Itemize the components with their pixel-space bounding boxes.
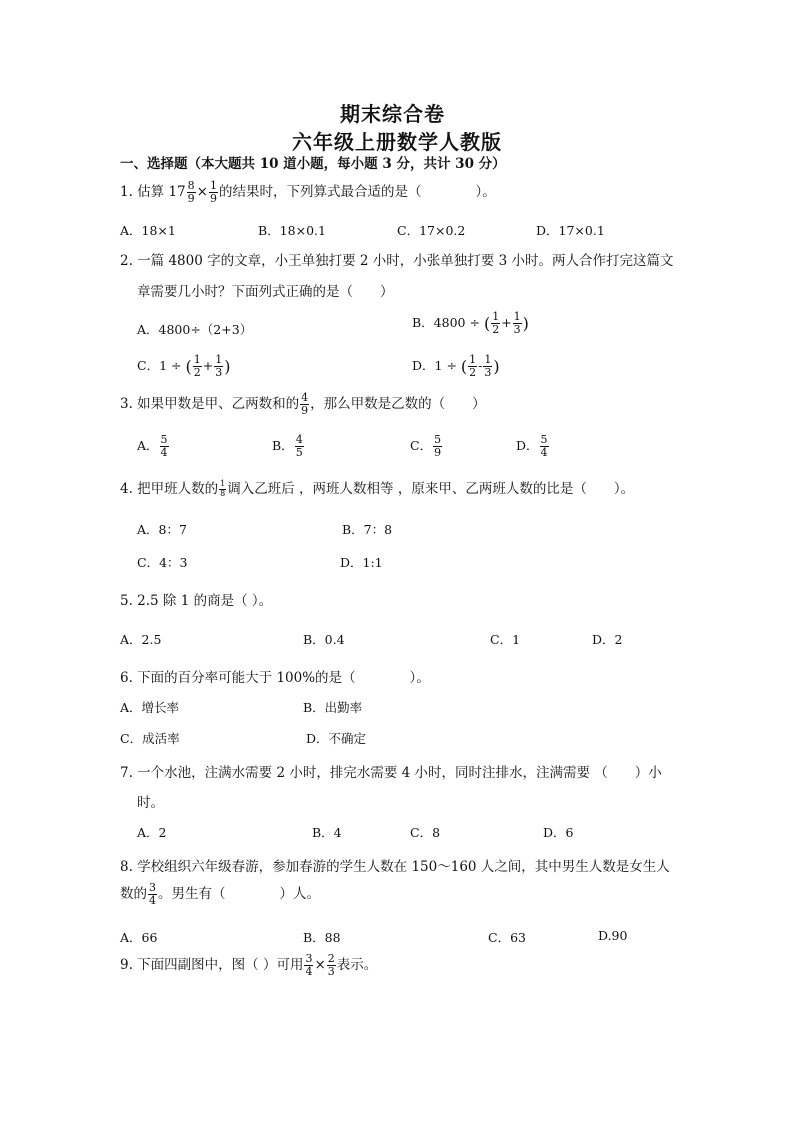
q1-option-a[interactable]: A．18×1 [120, 223, 176, 238]
q4-option-a[interactable]: A．8：7 [137, 522, 187, 537]
q3-option-d[interactable] [516, 434, 550, 459]
q3-frac-num: 4 [301, 391, 309, 404]
q7-option-c[interactable]: C．8 [410, 825, 441, 840]
q2-optc-frac2 [214, 354, 223, 379]
question-6: 6. 下面的百分率可能大于 100%的是（ ）。 [120, 670, 430, 686]
q2-optd-frac1-den: 2 [469, 366, 477, 380]
q2-optb-frac1 [491, 311, 500, 336]
q2-optc-lparen: ( [185, 357, 192, 377]
q2-optd-lparen: ( [460, 357, 468, 377]
q3-optd-den: 4 [540, 446, 548, 460]
q3-optc-frac [433, 434, 442, 459]
q9-times: × [314, 957, 326, 974]
q3-optd-num: 5 [540, 433, 548, 446]
q6-option-c[interactable]: C．成活率 [120, 731, 180, 746]
q7-option-d[interactable]: D．6 [543, 825, 574, 840]
q5-option-a[interactable]: A．2.5 [120, 632, 162, 647]
q3-option-c[interactable] [410, 434, 443, 459]
q2-line-1: 2. 一篇 4800 字的文章，小王单独打要 2 小时，小张单独打要 3 小时。两人合作打完这篇文 [120, 253, 674, 269]
q9-f2-den: 3 [327, 965, 335, 979]
q3-optc-label: C． [410, 438, 433, 454]
q2-optc-frac1 [193, 354, 202, 379]
q2-optb-frac1-den: 2 [492, 323, 500, 337]
q7-option-a[interactable]: A．2 [137, 825, 167, 840]
q3-optd-label: D． [516, 438, 539, 454]
q3-opta-label: A． [137, 438, 159, 454]
q3-optc-num: 5 [434, 433, 442, 446]
q2-optd-minus: - [478, 358, 483, 374]
q8-option-b[interactable]: B．88 [303, 930, 341, 945]
q1-mixed-fraction [187, 180, 196, 205]
q9-suffix: 表示。 [336, 957, 378, 974]
q2-optc-frac2-num: 1 [215, 353, 223, 366]
q2-optd-frac2-den: 3 [484, 366, 492, 380]
q4-frac-num: 1 [220, 479, 226, 489]
page-title: 期末综合卷 [340, 102, 445, 126]
q2-optc-label: C．1 ÷ [137, 358, 182, 374]
q2-optb-rparen: ) [522, 314, 529, 334]
q2-optc-plus: + [202, 358, 214, 374]
q5-option-c[interactable]: C．1 [490, 632, 521, 647]
q2-optd-rparen: ) [493, 357, 500, 377]
q2-optb-lparen: ( [483, 314, 491, 334]
q3-optb-num: 4 [295, 433, 303, 446]
q3-option-b[interactable] [272, 434, 305, 459]
q2-optb-frac2-den: 3 [513, 323, 521, 337]
q1-frac-num: 1 [209, 179, 217, 192]
q2-optb-frac1-num: 1 [492, 310, 500, 323]
q3-optd-frac [540, 434, 549, 459]
q1-option-b[interactable]: B．18×0.1 [258, 223, 326, 238]
q3-optb-label: B． [272, 438, 294, 454]
q2-optc-frac1-num: 1 [193, 353, 201, 366]
q6-option-d[interactable]: D．不确定 [306, 731, 367, 746]
q1-option-c[interactable]: C．17×0.2 [397, 223, 466, 238]
q1-times: × [196, 184, 208, 201]
q6-option-b[interactable]: B．出勤率 [303, 700, 363, 715]
q4-option-d[interactable]: D．1:1 [340, 555, 383, 570]
q7-option-b[interactable]: B．4 [312, 825, 342, 840]
q8-fraction [148, 882, 157, 907]
q3-opta-den: 4 [160, 446, 168, 460]
q4-option-c[interactable]: C．4：3 [137, 555, 188, 570]
q3-optb-den: 5 [295, 446, 303, 460]
q8-option-c[interactable]: C．63 [488, 930, 526, 945]
q4-prefix: 4. 把甲班人数的 [120, 481, 219, 497]
question-9 [120, 953, 377, 978]
q2-optb-label: B．4800 ÷ [412, 315, 480, 331]
q3-opta-num: 5 [160, 433, 168, 446]
q3-suffix: ，那么甲数是乙数的（ ） [310, 396, 486, 413]
q8-frac-num: 3 [149, 881, 156, 894]
q2-optd-frac2-num: 1 [484, 353, 492, 366]
q9-fraction-1 [304, 953, 313, 978]
q2-optd-frac1-num: 1 [469, 353, 477, 366]
q9-f1-den: 4 [305, 965, 313, 979]
q5-option-b[interactable]: B．0.4 [303, 632, 345, 647]
q2-optb-plus: + [501, 315, 512, 331]
q2-line-2: 章需要几小时？下面列式正确的是（ ） [137, 284, 394, 300]
q2-optd-frac2 [483, 354, 492, 379]
q1-mixed-den: 9 [187, 192, 195, 206]
q1-frac-den: 9 [209, 192, 217, 206]
q1-mixed-num: 8 [187, 179, 195, 192]
q2-option-a[interactable]: A．4800÷（2+3） [137, 322, 253, 337]
section-heading: 一、选择题（本大题共 10 道小题，每小题 3 分，共计 30 分） [120, 156, 506, 172]
q2-optc-frac2-den: 3 [215, 366, 223, 380]
q2-option-d[interactable] [412, 354, 500, 379]
q3-prefix: 3. 如果甲数是甲、乙两数和的 [120, 396, 300, 413]
q8-line2-suffix: 。男生有（ ）人。 [158, 886, 320, 903]
q6-option-a[interactable]: A．增长率 [120, 700, 180, 715]
q3-option-a[interactable] [137, 434, 170, 459]
q2-option-b[interactable] [412, 311, 529, 336]
q2-optc-rparen: ) [224, 357, 231, 377]
question-1 [120, 180, 496, 205]
q8-line2-prefix: 数的 [120, 886, 147, 903]
q4-suffix: 调入乙班后 ，两班人数相等 ，原来甲、乙两班人数的比是（ ）。 [227, 481, 635, 497]
q3-optb-frac [295, 434, 304, 459]
q1-fraction [209, 180, 218, 205]
q7-line-2: 时。 [137, 795, 164, 811]
q9-prefix: 9. 下面四副图中，图（ ）可用 [120, 957, 304, 974]
q5-option-d[interactable]: D．2 [592, 632, 623, 647]
q2-optd-label: D．1 ÷ [412, 358, 457, 374]
q4-option-b[interactable]: B．7：8 [342, 522, 393, 537]
question-4 [120, 477, 634, 499]
q2-option-c[interactable] [137, 354, 230, 379]
q4-fraction [219, 480, 226, 499]
q1-suffix: 的结果时，下列算式最合适的是（ ）。 [218, 184, 496, 201]
q3-optc-den: 9 [434, 446, 442, 460]
q8-option-a[interactable]: A．66 [120, 930, 158, 945]
q1-option-d[interactable]: D．17×0.1 [536, 223, 605, 238]
question-3 [120, 392, 486, 417]
q3-fraction [300, 392, 309, 417]
q9-f2-num: 2 [327, 952, 335, 965]
q8-line-2 [120, 882, 320, 907]
q1-prefix: 1. 估算 17 [120, 184, 186, 201]
q3-opta-frac [160, 434, 169, 459]
q4-frac-den: 8 [220, 489, 226, 498]
question-5: 5. 2.5 除 1 的商是（ ）。 [120, 593, 273, 609]
q8-option-d[interactable]: D.90 [598, 928, 628, 943]
q8-frac-den: 4 [149, 894, 156, 908]
q9-fraction-2 [327, 953, 336, 978]
q2-optb-frac2 [513, 311, 522, 336]
page-subtitle: 六年级上册数学人教版 [292, 130, 502, 154]
q2-optb-frac2-num: 1 [513, 310, 521, 323]
q9-f1-num: 3 [305, 952, 313, 965]
q3-frac-den: 9 [301, 404, 309, 418]
q2-optd-frac1 [468, 354, 477, 379]
q2-optc-frac1-den: 2 [193, 366, 201, 380]
q7-line-1: 7. 一个水池，注满水需要 2 小时，排完水需要 4 小时，同时注排水，注满需要 （ ）小 [120, 765, 662, 781]
q8-line-1: 8. 学校组织六年级春游，参加春游的学生人数在 150～160 人之间，其中男生人数是女生人 [120, 859, 670, 875]
